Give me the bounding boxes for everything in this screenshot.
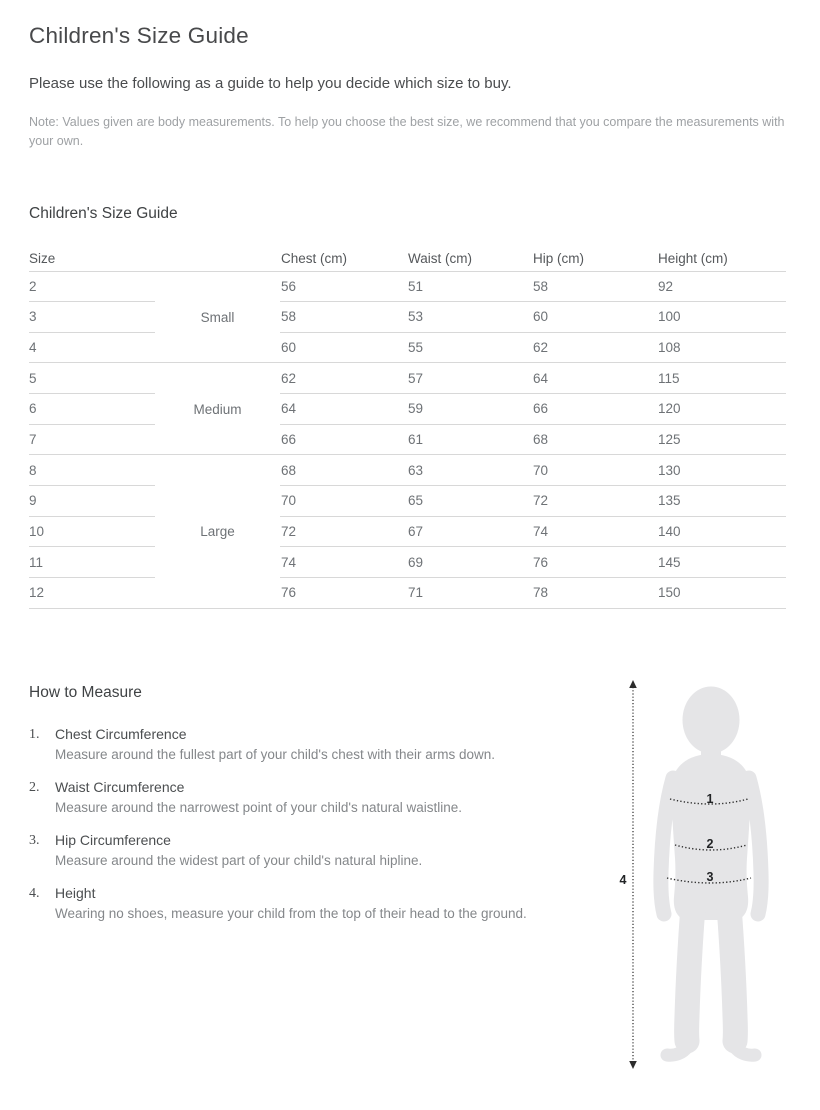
waist-cell: 63 — [407, 455, 532, 486]
hip-measure-label: 3 — [706, 870, 714, 884]
list-item-title: Hip Circumference — [55, 832, 171, 848]
waist-cell: 55 — [407, 333, 532, 364]
height-cell: 130 — [657, 455, 786, 486]
list-item — [29, 725, 589, 765]
group-label-small: Small — [200, 309, 235, 325]
size-table — [29, 247, 786, 609]
waist-cell: 59 — [407, 394, 532, 425]
list-item-description: Measure around the narrowest point of your child's natural waistline. — [55, 800, 463, 815]
chest-cell: 60 — [280, 333, 407, 364]
size-cell: 9 — [29, 486, 155, 517]
group-cell — [155, 578, 280, 609]
hip-cell: 62 — [532, 333, 657, 364]
hip-cell: 74 — [532, 517, 657, 548]
chest-measure-label: 1 — [706, 792, 714, 806]
waist-cell: 67 — [407, 517, 532, 548]
column-header-hip: Hip (cm) — [532, 247, 657, 272]
chest-cell: 58 — [280, 302, 407, 333]
list-item-title: Waist Circumference — [55, 779, 185, 795]
hip-cell: 58 — [532, 272, 657, 303]
table-row — [29, 363, 786, 394]
hip-cell: 70 — [532, 455, 657, 486]
intro-text: Please use the following as a guide to help you decide which size to buy. — [29, 75, 512, 92]
how-to-measure-heading: How to Measure — [29, 684, 142, 701]
column-header-height: Height (cm) — [657, 247, 786, 272]
list-item — [29, 884, 589, 924]
size-cell: 3 — [29, 302, 155, 333]
size-cell: 4 — [29, 333, 155, 364]
hip-cell: 68 — [532, 425, 657, 456]
size-cell: 2 — [29, 272, 155, 303]
waist-measure-label: 2 — [706, 837, 714, 851]
chest-cell: 70 — [280, 486, 407, 517]
chest-cell: 68 — [280, 455, 407, 486]
hip-cell: 60 — [532, 302, 657, 333]
group-cell — [155, 547, 280, 578]
table-row — [29, 578, 786, 609]
waist-cell: 53 — [407, 302, 532, 333]
how-to-measure-list — [29, 725, 589, 937]
waist-cell: 61 — [407, 425, 532, 456]
measurement-figure — [615, 678, 795, 1073]
list-item-description: Measure around the widest part of your child's natural hipline. — [55, 853, 423, 868]
table-row — [29, 547, 786, 578]
chest-cell: 72 — [280, 517, 407, 548]
list-item — [29, 778, 589, 818]
chest-cell: 56 — [280, 272, 407, 303]
table-row — [29, 517, 786, 548]
chest-cell: 66 — [280, 425, 407, 456]
table-row — [29, 302, 786, 333]
height-cell: 92 — [657, 272, 786, 303]
waist-cell: 51 — [407, 272, 532, 303]
hip-cell: 66 — [532, 394, 657, 425]
table-row — [29, 394, 786, 425]
group-cell — [155, 425, 280, 456]
hip-cell: 64 — [532, 363, 657, 394]
size-cell: 10 — [29, 517, 155, 548]
size-cell: 12 — [29, 578, 155, 609]
size-table-heading: Children's Size Guide — [29, 205, 178, 222]
waist-cell: 71 — [407, 578, 532, 609]
list-item-number: 3. — [29, 833, 40, 848]
height-cell: 150 — [657, 578, 786, 609]
table-header-row — [29, 247, 786, 272]
height-cell: 145 — [657, 547, 786, 578]
waist-cell: 57 — [407, 363, 532, 394]
list-item-title: Chest Circumference — [55, 726, 187, 742]
list-item-number: 1. — [29, 727, 40, 742]
list-item-title: Height — [55, 885, 96, 901]
table-row — [29, 425, 786, 456]
height-cell: 115 — [657, 363, 786, 394]
column-header-waist: Waist (cm) — [407, 247, 532, 272]
group-cell — [155, 333, 280, 364]
list-item-description: Wearing no shoes, measure your child from the top of their head to the ground. — [55, 906, 527, 921]
height-cell: 125 — [657, 425, 786, 456]
table-row — [29, 455, 786, 486]
page-title: Children's Size Guide — [29, 23, 249, 48]
table-row — [29, 333, 786, 364]
list-item — [29, 831, 589, 871]
height-cell: 120 — [657, 394, 786, 425]
waist-cell: 65 — [407, 486, 532, 517]
note-text: Note: Values given are body measurements. To help you choose the best size, we recommend that you compare the measurements with your own. — [29, 115, 785, 148]
group-label-large: Large — [200, 524, 235, 540]
height-arrow-icon — [629, 680, 637, 1069]
column-header-group — [155, 247, 280, 272]
waist-cell: 69 — [407, 547, 532, 578]
chest-cell: 64 — [280, 394, 407, 425]
size-cell: 7 — [29, 425, 155, 456]
size-cell: 11 — [29, 547, 155, 578]
chest-cell: 76 — [280, 578, 407, 609]
group-cell — [155, 486, 280, 517]
list-item-description: Measure around the fullest part of your child's chest with their arms down. — [55, 747, 496, 762]
group-cell — [155, 363, 280, 394]
size-cell: 8 — [29, 455, 155, 486]
column-header-size: Size — [29, 247, 155, 272]
column-header-chest: Chest (cm) — [280, 247, 407, 272]
group-cell — [155, 455, 280, 486]
chest-cell: 74 — [280, 547, 407, 578]
table-row — [29, 486, 786, 517]
height-cell: 135 — [657, 486, 786, 517]
chest-cell: 62 — [280, 363, 407, 394]
list-item-number: 2. — [29, 780, 40, 795]
height-cell: 100 — [657, 302, 786, 333]
hip-cell: 76 — [532, 547, 657, 578]
height-measure-label: 4 — [619, 873, 627, 887]
group-cell — [155, 272, 280, 303]
size-cell: 6 — [29, 394, 155, 425]
table-row — [29, 272, 786, 303]
list-item-number: 4. — [29, 886, 40, 901]
group-label-medium: Medium — [193, 401, 242, 417]
hip-cell: 78 — [532, 578, 657, 609]
height-cell: 108 — [657, 333, 786, 364]
hip-cell: 72 — [532, 486, 657, 517]
size-cell: 5 — [29, 363, 155, 394]
height-cell: 140 — [657, 517, 786, 548]
